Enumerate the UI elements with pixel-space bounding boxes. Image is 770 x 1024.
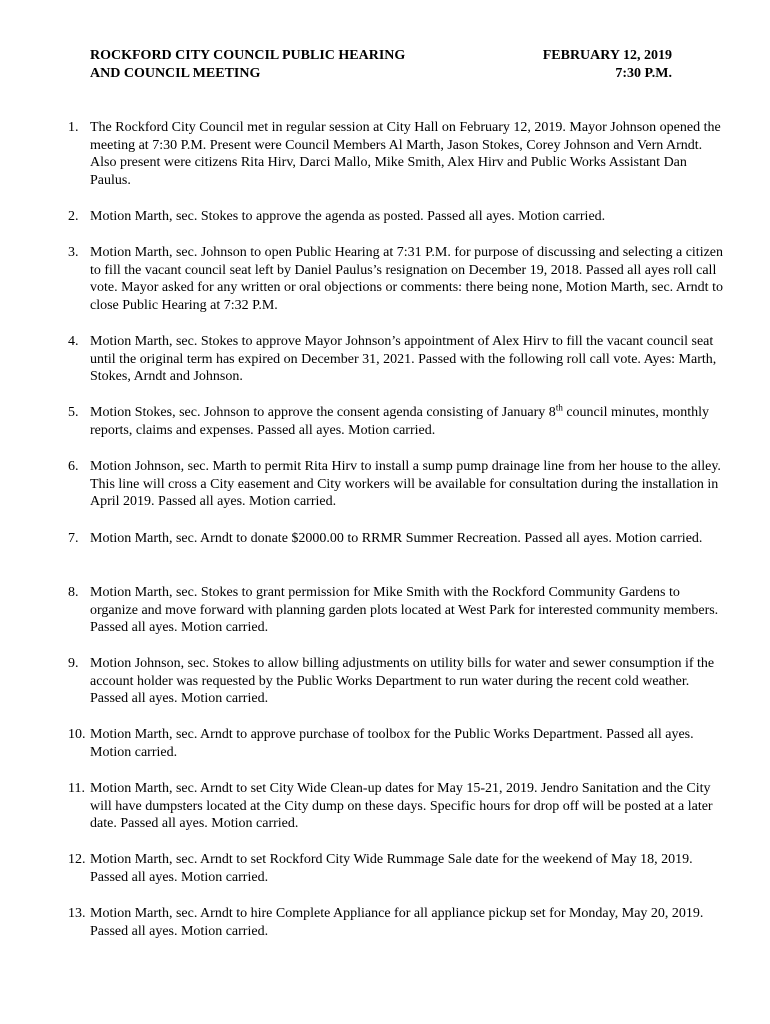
item-text: Motion Marth, sec. Arndt to donate $2000.00 to RRMR Summer Recreation. Passed all ayes. Motion carried. <box>90 531 703 546</box>
item-number: 12. <box>68 852 86 867</box>
item-number: 6. <box>68 459 79 474</box>
meeting-date-time <box>520 47 672 83</box>
item-number: 2. <box>68 209 79 224</box>
list-item <box>68 905 728 940</box>
list-item <box>68 530 728 548</box>
document-title <box>90 47 405 83</box>
item-number: 13. <box>68 906 86 921</box>
item-number: 5. <box>68 405 79 420</box>
item-number: 10. <box>68 727 86 742</box>
item-number: 3. <box>68 245 79 260</box>
list-item <box>68 208 728 226</box>
item-text: Motion Marth, sec. Stokes to approve the agenda as posted. Passed all ayes. Motion carried. <box>90 209 606 224</box>
list-item <box>68 404 728 439</box>
meeting-time: 7:30 P.M. <box>615 66 672 81</box>
list-item <box>68 458 728 511</box>
list-item <box>68 655 728 708</box>
title-line-1: ROCKFORD CITY COUNCIL PUBLIC HEARING <box>90 48 406 63</box>
title-line-2: AND COUNCIL MEETING <box>90 66 261 81</box>
ordinal-suffix: th <box>555 402 563 413</box>
list-item <box>68 333 728 386</box>
item-number: 8. <box>68 585 79 600</box>
item-text: Motion Marth, sec. Stokes to grant permission for Mike Smith with the Rockford Community Gardens to organize and move forward with planning garden plots located at West Park for interested community members. Passed all ayes. Motion carried. <box>90 585 719 636</box>
item-number: 7. <box>68 531 79 546</box>
item-text: Motion Marth, sec. Johnson to open Public Hearing at 7:31 P.M. for purpose of discussing and selecting a citizen to fill the vacant council seat left by Daniel Paulus’s resignation on December 19, 2018. Passed all ayes roll call vote. Mayor asked for any written or oral objections or comments: there being none, Motion Marth, sec. Arndt to close Public Hearing at 7:32 P.M. <box>90 245 724 313</box>
item-number: 1. <box>68 120 79 135</box>
list-item <box>68 244 728 314</box>
item-text: Motion Johnson, sec. Marth to permit Rita Hirv to install a sump pump drainage line from her house to the alley. This line will cross a City easement and City workers will be available for consultation during the installation in April 2019. Passed all ayes. Motion carried. <box>90 459 721 510</box>
item-text: Motion Stokes, sec. Johnson to approve the consent agenda consisting of January 8th council minutes, monthly reports, claims and expenses. Passed all ayes. Motion carried. <box>90 402 710 438</box>
item-text: Motion Marth, sec. Arndt to approve purchase of toolbox for the Public Works Department. Passed all ayes. Motion carried. <box>90 727 694 760</box>
item-text: Motion Marth, sec. Stokes to approve Mayor Johnson’s appointment of Alex Hirv to fill the vacant council seat until the original term has expired on December 31, 2021. Passed with the following roll call vote. Ayes: Marth, Stokes, Arndt and Johnson. <box>90 334 717 385</box>
list-item <box>68 851 728 886</box>
list-item <box>68 726 728 761</box>
item-text: Motion Marth, sec. Arndt to set Rockford City Wide Rummage Sale date for the weekend of May 18, 2019. Passed all ayes. Motion carried. <box>90 852 693 885</box>
item-number: 11. <box>68 781 85 796</box>
item-number: 4. <box>68 334 79 349</box>
list-item <box>68 780 728 833</box>
item-number: 9. <box>68 656 79 671</box>
meeting-date: FEBRUARY 12, 2019 <box>542 48 672 63</box>
item-text: Motion Marth, sec. Arndt to set City Wide Clean-up dates for May 15-21, 2019. Jendro Sanitation and the City will have dumpsters located at the City dump on these days. Specific hours for drop off will be posted at a later date. Passed all ayes. Motion carried. <box>90 781 713 832</box>
item-text: Motion Johnson, sec. Stokes to allow billing adjustments on utility bills for water and sewer consumption if the account holder was requested by the Public Works Department to run water during the recent cold weather. Passed all ayes. Motion carried. <box>90 656 715 707</box>
item-text: The Rockford City Council met in regular session at City Hall on February 12, 2019. Mayor Johnson opened the meeting at 7:30 P.M. Present were Council Members Al Marth, Jason Stokes, Corey Johnson and Vern Arndt. Also present were citizens Rita Hirv, Darci Mallo, Mike Smith, Alex Hirv and Public Works Assistant Dan Paulus. <box>90 120 721 188</box>
list-item <box>68 119 728 189</box>
item-text: Motion Marth, sec. Arndt to hire Complete Appliance for all appliance pickup set for Monday, May 20, 2019. Passed all ayes. Motion carried. <box>90 906 704 939</box>
list-item <box>68 584 728 637</box>
